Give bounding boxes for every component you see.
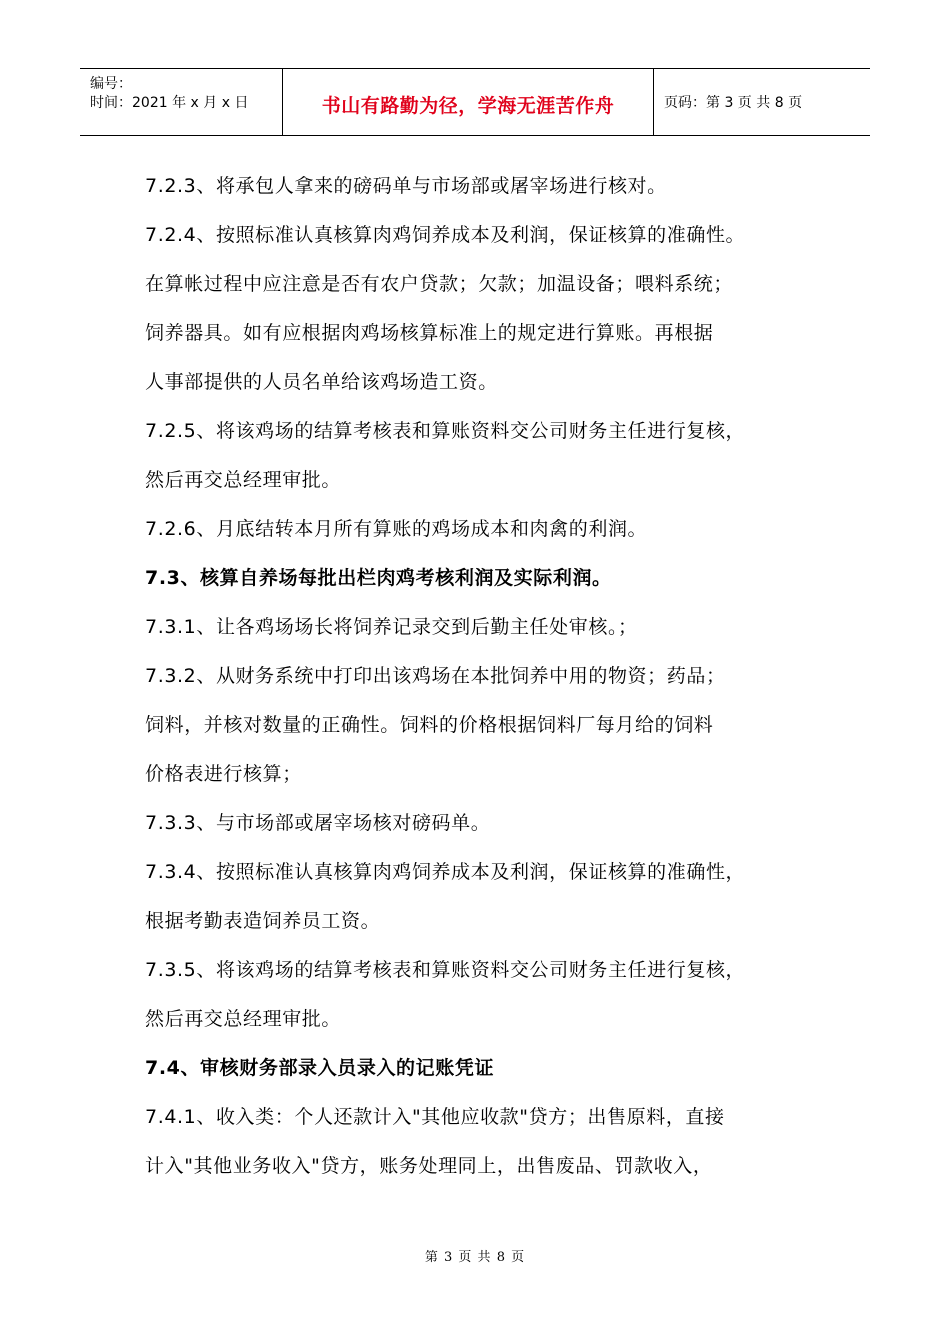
header-page-info: 页码：第 3 页 共 8 页 — [664, 95, 803, 111]
body-text-line: 价格表进行核算； — [145, 763, 302, 785]
page-footer — [0, 1246, 950, 1265]
body-text-line: 然后再交总经理审批。 — [145, 1008, 342, 1030]
body-text-line: 7.2.4、按照标准认真核算肉鸡饲养成本及利润，保证核算的准确性。 — [145, 224, 746, 246]
header-motto: 书山有路勤为径，学海无涯苦作舟 — [321, 94, 615, 117]
document-body — [145, 162, 825, 1191]
page-header — [80, 68, 870, 136]
body-text-line: 然后再交总经理审批。 — [145, 469, 342, 491]
document-number-label: 编号： — [90, 76, 132, 92]
body-text-line: 7.3.4、按照标准认真核算肉鸡饲养成本及利润，保证核算的准确性， — [145, 861, 746, 883]
body-text-line: 在算帐过程中应注意是否有农户贷款；欠款；加温设备；喂料系统； — [145, 273, 734, 295]
header-motto-cell — [282, 69, 654, 135]
document-time-label: 时间：2021 年 x 月 x 日 — [90, 95, 249, 111]
footer-page-number: 第 3 页 共 8 页 — [424, 1250, 526, 1265]
body-text-line: 7.2.6、月底结转本月所有算账的鸡场成本和肉禽的利润。 — [145, 518, 648, 540]
header-page-cell — [654, 69, 870, 135]
section-heading: 7.3、核算自养场每批出栏肉鸡考核利润及实际利润。 — [145, 567, 612, 589]
body-text-line: 7.3.5、将该鸡场的结算考核表和算账资料交公司财务主任进行复核， — [145, 959, 746, 981]
body-text-line: 7.3.2、从财务系统中打印出该鸡场在本批饲养中用的物资；药品； — [145, 665, 726, 687]
body-text-line: 根据考勤表造饲养员工资。 — [145, 910, 381, 932]
body-text-line: 人事部提供的人员名单给该鸡场造工资。 — [145, 371, 498, 393]
body-text-line: 7.3.3、与市场部或屠宰场核对磅码单。 — [145, 812, 491, 834]
body-text-line: 饲养器具。如有应根据肉鸡场核算标准上的规定进行算账。再根据 — [145, 322, 714, 344]
body-text-line: 7.2.5、将该鸡场的结算考核表和算账资料交公司财务主任进行复核， — [145, 420, 746, 442]
body-text-line: 7.3.1、让各鸡场场长将饲养记录交到后勤主任处审核。； — [145, 616, 638, 638]
body-text-line: 7.4.1、收入类：个人还款计入"其他应收款"贷方；出售原料，直接 — [145, 1106, 725, 1128]
header-meta — [80, 69, 282, 135]
body-text-line: 饲料，并核对数量的正确性。饲料的价格根据饲料厂每月给的饲料 — [145, 714, 714, 736]
body-text-line: 7.2.3、将承包人拿来的磅码单与市场部或屠宰场进行核对。 — [145, 175, 667, 197]
section-heading: 7.4、审核财务部录入员录入的记账凭证 — [145, 1057, 495, 1079]
body-text-line: 计入"其他业务收入"贷方，账务处理同上，出售废品、罚款收入， — [145, 1155, 713, 1177]
